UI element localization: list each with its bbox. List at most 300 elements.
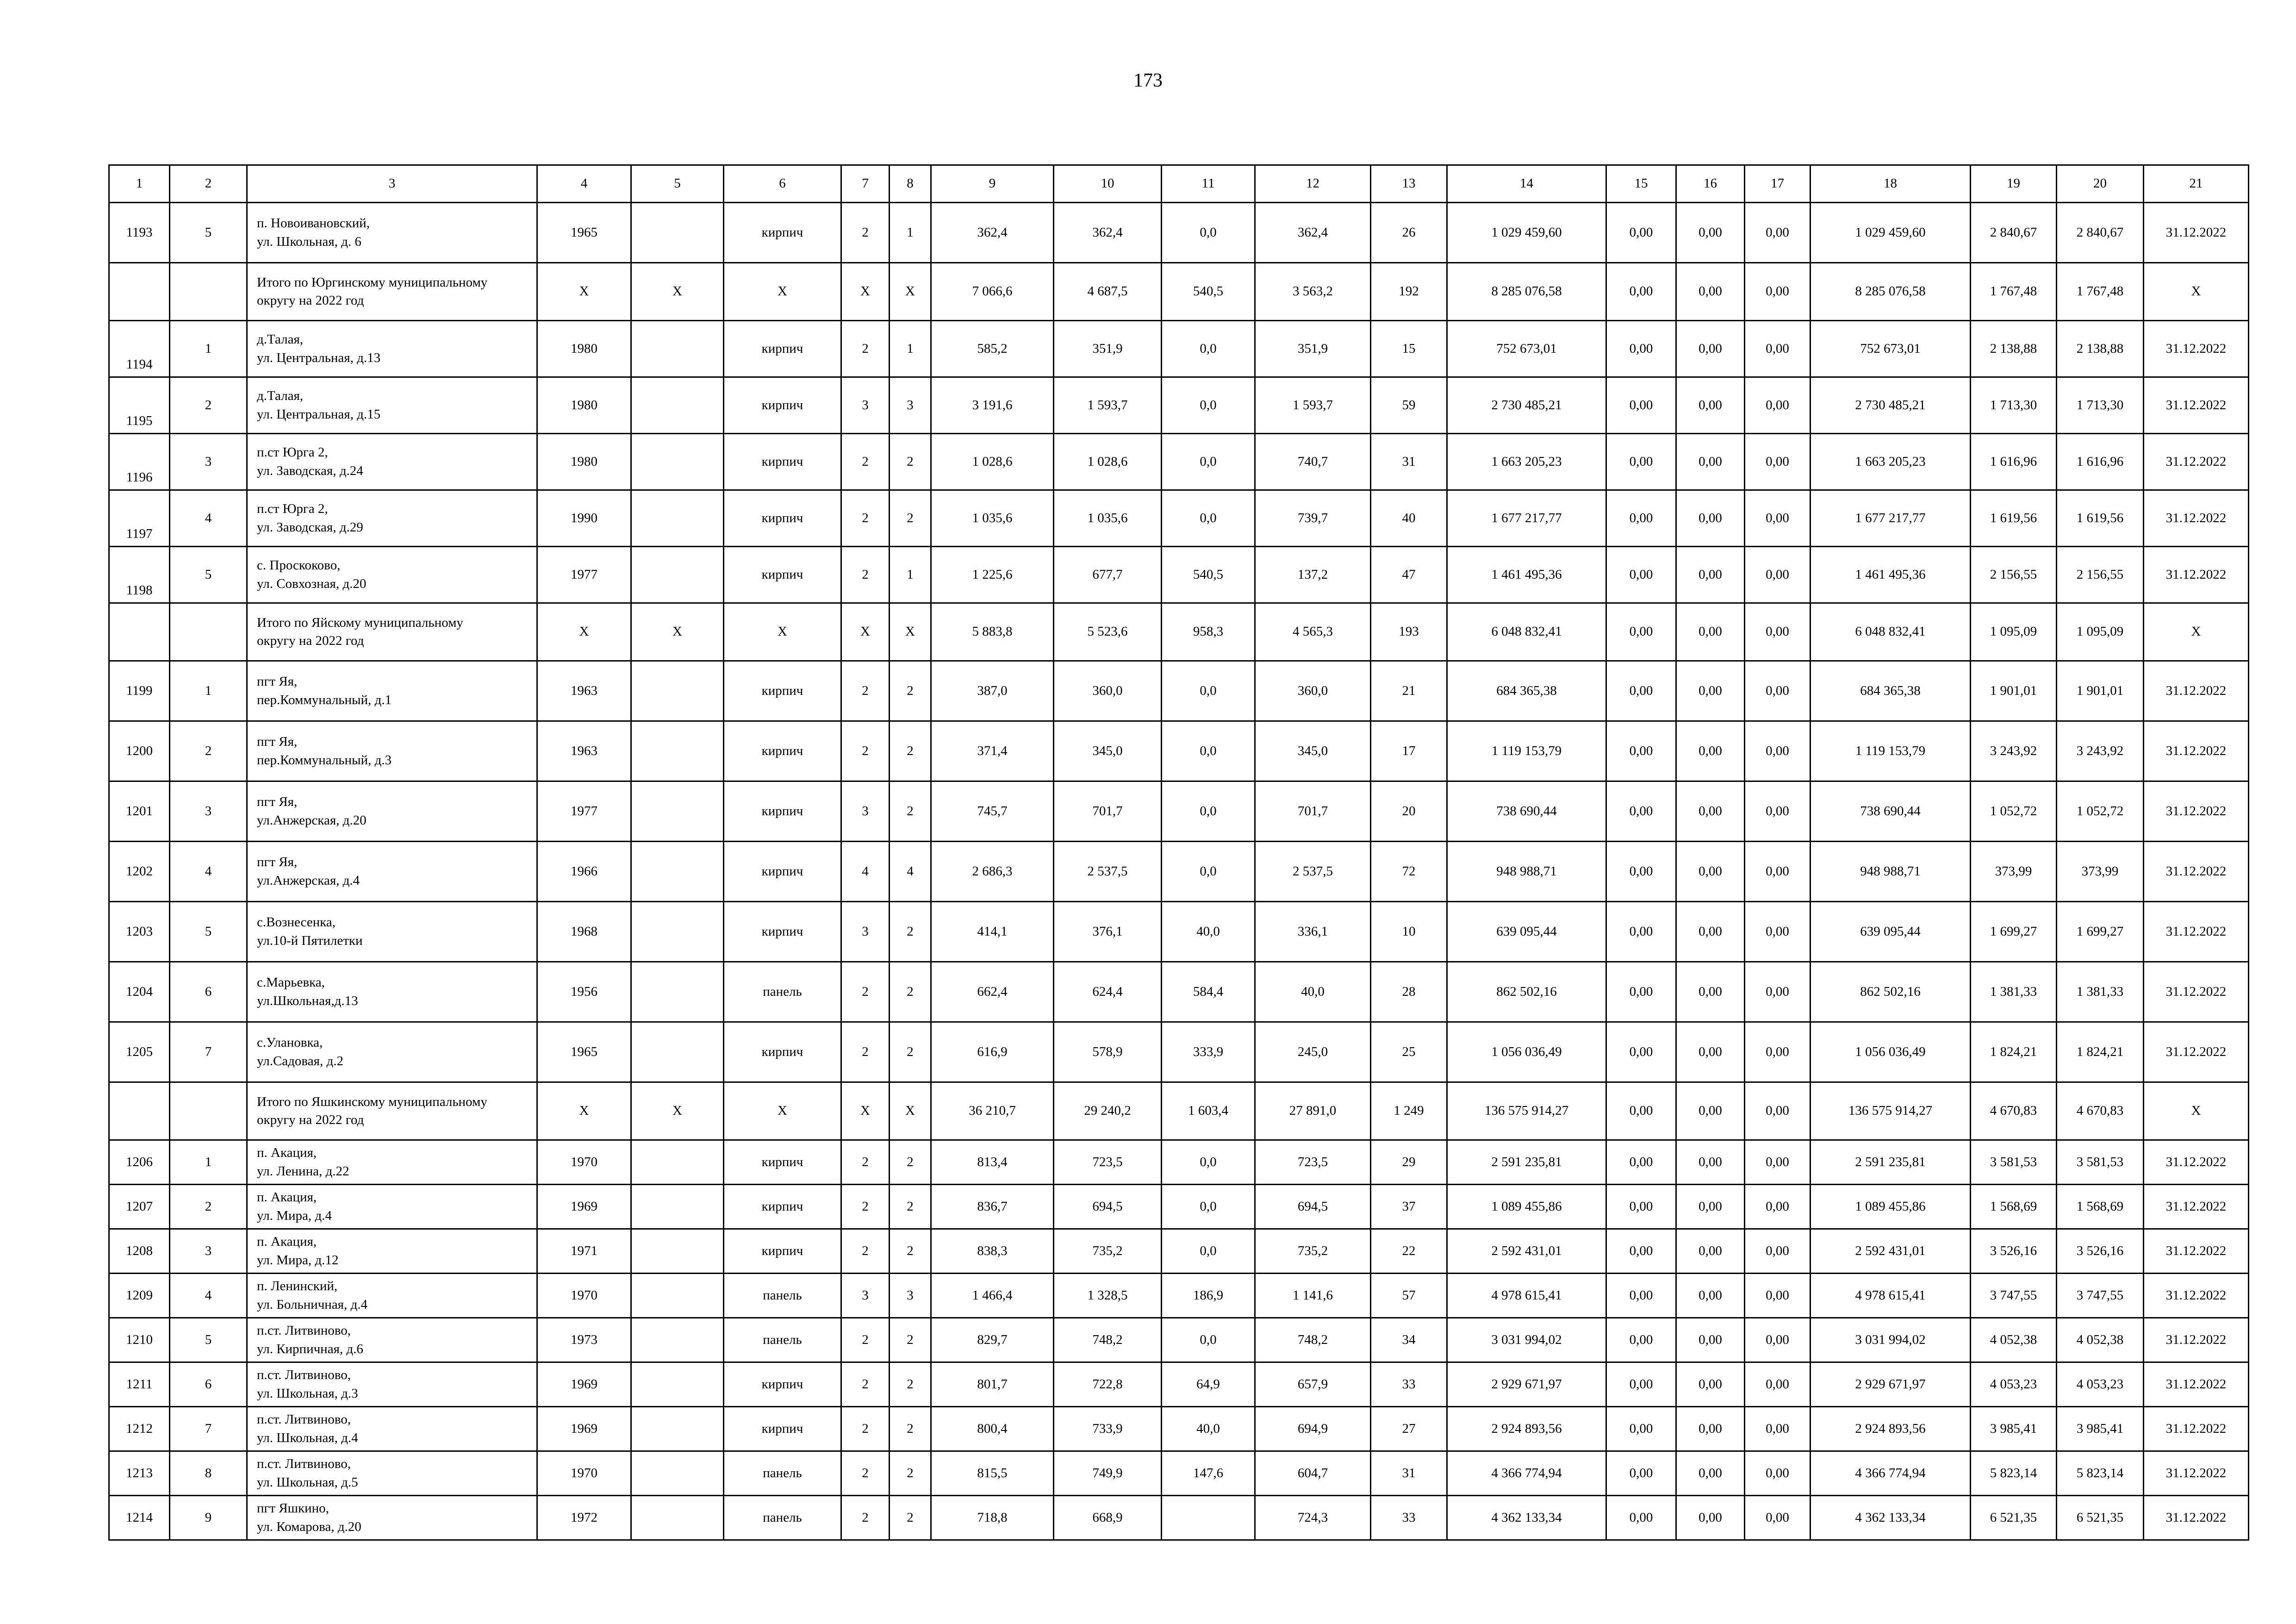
column-number: 7 bbox=[841, 165, 890, 203]
row-id-cell: 1207 bbox=[109, 1185, 170, 1229]
table-cell: 1 056 036,49 bbox=[1447, 1022, 1606, 1082]
table-cell: 351,9 bbox=[1255, 321, 1371, 377]
table-cell: 4 565,3 bbox=[1255, 603, 1371, 661]
table-cell: 668,9 bbox=[1054, 1496, 1162, 1540]
table-cell: 31.12.2022 bbox=[2144, 1274, 2249, 1318]
table-row bbox=[109, 1185, 2249, 1229]
table-cell: 25 bbox=[1371, 1022, 1447, 1082]
table-cell: 2 bbox=[841, 1451, 890, 1496]
table-cell: 371,4 bbox=[931, 721, 1054, 781]
table-cell: 836,7 bbox=[931, 1185, 1054, 1229]
table-cell: 0,00 bbox=[1606, 1140, 1676, 1185]
table-cell: 3 747,55 bbox=[1971, 1274, 2057, 1318]
table-cell: 6 048 832,41 bbox=[1811, 603, 1971, 661]
table-cell: 815,5 bbox=[931, 1451, 1054, 1496]
table-cell: 862 502,16 bbox=[1447, 962, 1606, 1022]
table-cell: 4 bbox=[170, 1274, 247, 1318]
column-number: 13 bbox=[1371, 165, 1447, 203]
table-cell: 4 bbox=[841, 842, 890, 902]
address-cell bbox=[247, 1318, 537, 1362]
table-cell: 723,5 bbox=[1054, 1140, 1162, 1185]
address-cell bbox=[247, 1362, 537, 1407]
row-id-cell bbox=[109, 263, 170, 321]
table-cell: 2 bbox=[890, 1362, 931, 1407]
table-cell: 540,5 bbox=[1162, 263, 1255, 321]
column-number: 12 bbox=[1255, 165, 1371, 203]
row-id-cell: 1210 bbox=[109, 1318, 170, 1362]
table-cell: 1 028,6 bbox=[1054, 434, 1162, 490]
table-cell: 147,6 bbox=[1162, 1451, 1255, 1496]
table-cell: 0,00 bbox=[1676, 203, 1745, 263]
table-cell: 748,2 bbox=[1255, 1318, 1371, 1362]
table-cell: 701,7 bbox=[1255, 781, 1371, 842]
table-cell: 9 bbox=[170, 1496, 247, 1540]
row-id-cell: 1200 bbox=[109, 721, 170, 781]
table-cell: 701,7 bbox=[1054, 781, 1162, 842]
row-id-cell: 1206 bbox=[109, 1140, 170, 1185]
table-cell: X bbox=[537, 603, 631, 661]
table-cell: 2 bbox=[841, 721, 890, 781]
table-cell: 3 526,16 bbox=[2057, 1229, 2144, 1274]
table-cell bbox=[631, 1185, 724, 1229]
table-cell: 28 bbox=[1371, 962, 1447, 1022]
address-cell bbox=[247, 1229, 537, 1274]
address-cell bbox=[247, 842, 537, 902]
table-cell: 21 bbox=[1371, 661, 1447, 721]
column-number: 10 bbox=[1054, 165, 1162, 203]
table-cell: 0,00 bbox=[1676, 1185, 1745, 1229]
table-cell: 752 673,01 bbox=[1811, 321, 1971, 377]
table-cell: 1 bbox=[170, 1140, 247, 1185]
table-cell: 1956 bbox=[537, 962, 631, 1022]
table-cell: 1 466,4 bbox=[931, 1274, 1054, 1318]
table-cell: 4 053,23 bbox=[1971, 1362, 2057, 1407]
table-cell: 1 568,69 bbox=[1971, 1185, 2057, 1229]
table-cell bbox=[631, 547, 724, 603]
table-cell: 0,0 bbox=[1162, 1140, 1255, 1185]
address-line: округу на 2022 год bbox=[257, 293, 364, 308]
table-row bbox=[109, 434, 2249, 490]
address-cell bbox=[247, 1451, 537, 1496]
table-cell: 4 362 133,34 bbox=[1447, 1496, 1606, 1540]
address-line: пгт Яя, bbox=[257, 794, 298, 810]
table-cell: 5 823,14 bbox=[2057, 1451, 2144, 1496]
table-cell: панель bbox=[724, 1496, 841, 1540]
row-id-cell: 1201 bbox=[109, 781, 170, 842]
table-cell: 748,2 bbox=[1054, 1318, 1162, 1362]
table-cell: 2 138,88 bbox=[2057, 321, 2144, 377]
table-cell: 0,00 bbox=[1676, 842, 1745, 902]
table-cell: 3 bbox=[841, 377, 890, 434]
table-cell: 414,1 bbox=[931, 902, 1054, 962]
table-cell: 5 bbox=[170, 203, 247, 263]
table-row bbox=[109, 1407, 2249, 1451]
address-line: ул. Центральная, д.15 bbox=[257, 406, 381, 422]
total-row bbox=[109, 1082, 2249, 1140]
address-cell bbox=[247, 721, 537, 781]
table-cell: 0,00 bbox=[1745, 1082, 1811, 1140]
table-cell: 0,00 bbox=[1606, 661, 1676, 721]
table-cell: 2 bbox=[890, 434, 931, 490]
table-cell: 5 bbox=[170, 1318, 247, 1362]
table-cell: 0,00 bbox=[1676, 781, 1745, 842]
table-cell: 1 619,56 bbox=[1971, 490, 2057, 547]
address-line: ул. Школьная, д. 6 bbox=[257, 234, 361, 249]
table-cell: 0,0 bbox=[1162, 377, 1255, 434]
address-line: ул. Заводская, д.24 bbox=[257, 463, 363, 478]
table-cell: 4 670,83 bbox=[2057, 1082, 2144, 1140]
table-cell: 0,0 bbox=[1162, 434, 1255, 490]
table-cell: 3 031 994,02 bbox=[1447, 1318, 1606, 1362]
table-cell: 351,9 bbox=[1054, 321, 1162, 377]
table-row bbox=[109, 721, 2249, 781]
table-cell: 3 bbox=[170, 781, 247, 842]
table-cell: 0,0 bbox=[1162, 661, 1255, 721]
row-id-cell: 1204 bbox=[109, 962, 170, 1022]
row-id-cell bbox=[109, 1082, 170, 1140]
table-cell: 0,0 bbox=[1162, 781, 1255, 842]
address-line: пгт Яя, bbox=[257, 674, 298, 689]
table-cell: 0,00 bbox=[1745, 1407, 1811, 1451]
table-cell: 1 461 495,36 bbox=[1447, 547, 1606, 603]
table-cell: 6 048 832,41 bbox=[1447, 603, 1606, 661]
table-cell: 29 bbox=[1371, 1140, 1447, 1185]
address-line: п. Акация, bbox=[257, 1234, 317, 1249]
table-cell: 186,9 bbox=[1162, 1274, 1255, 1318]
table-cell: 1 095,09 bbox=[1971, 603, 2057, 661]
table-cell: 2 bbox=[841, 1185, 890, 1229]
address-line: округу на 2022 год bbox=[257, 1112, 364, 1127]
table-cell: 6 bbox=[170, 1362, 247, 1407]
row-id-cell: 1212 bbox=[109, 1407, 170, 1451]
table-cell: 4 366 774,94 bbox=[1811, 1451, 1971, 1496]
table-cell: 360,0 bbox=[1255, 661, 1371, 721]
table-cell: 15 bbox=[1371, 321, 1447, 377]
table-cell: 10 bbox=[1371, 902, 1447, 962]
table-cell: X bbox=[724, 263, 841, 321]
table-body bbox=[109, 165, 2249, 1540]
address-line: п.ст. Литвиново, bbox=[257, 1323, 351, 1338]
table-cell: 958,3 bbox=[1162, 603, 1255, 661]
table-cell: 0,00 bbox=[1745, 1496, 1811, 1540]
table-cell: 0,00 bbox=[1745, 1140, 1811, 1185]
table-cell: 0,0 bbox=[1162, 842, 1255, 902]
address-line: ул. Больничная, д.4 bbox=[257, 1297, 368, 1312]
table-cell: 0,00 bbox=[1745, 1185, 1811, 1229]
table-cell: 29 240,2 bbox=[1054, 1082, 1162, 1140]
table-cell: 4 687,5 bbox=[1054, 263, 1162, 321]
table-cell: 1 663 205,23 bbox=[1447, 434, 1606, 490]
table-cell: 1 249 bbox=[1371, 1082, 1447, 1140]
table-cell: 1 603,4 bbox=[1162, 1082, 1255, 1140]
table-cell: кирпич bbox=[724, 377, 841, 434]
column-number: 11 bbox=[1162, 165, 1255, 203]
table-cell: 1 052,72 bbox=[2057, 781, 2144, 842]
table-cell: X bbox=[631, 1082, 724, 1140]
table-cell: 0,0 bbox=[1162, 721, 1255, 781]
table-cell: 0,00 bbox=[1676, 721, 1745, 781]
table-cell: 47 bbox=[1371, 547, 1447, 603]
address-line: п. Новоивановский, bbox=[257, 216, 370, 231]
table-cell: 1 089 455,86 bbox=[1811, 1185, 1971, 1229]
table-cell: 5 823,14 bbox=[1971, 1451, 2057, 1496]
table-cell: 37 bbox=[1371, 1185, 1447, 1229]
row-id-cell: 1213 bbox=[109, 1451, 170, 1496]
table-cell: 0,00 bbox=[1676, 1022, 1745, 1082]
table-cell: 1 619,56 bbox=[2057, 490, 2144, 547]
table-cell: 0,0 bbox=[1162, 203, 1255, 263]
table-cell: 376,1 bbox=[1054, 902, 1162, 962]
row-id-cell: 1203 bbox=[109, 902, 170, 962]
table-cell: 336,1 bbox=[1255, 902, 1371, 962]
table-cell: X bbox=[537, 263, 631, 321]
column-number: 5 bbox=[631, 165, 724, 203]
table-cell: 2 924 893,56 bbox=[1811, 1407, 1971, 1451]
table-cell: 0,00 bbox=[1606, 1362, 1676, 1407]
table-cell: 31.12.2022 bbox=[2144, 661, 2249, 721]
table-cell: 0,00 bbox=[1745, 377, 1811, 434]
table-cell: 57 bbox=[1371, 1274, 1447, 1318]
table-cell: 3 243,92 bbox=[1971, 721, 2057, 781]
table-cell: 31.12.2022 bbox=[2144, 1451, 2249, 1496]
table-cell: 2 bbox=[841, 1140, 890, 1185]
table-cell bbox=[631, 377, 724, 434]
table-cell: 684 365,38 bbox=[1447, 661, 1606, 721]
table-cell: 1980 bbox=[537, 321, 631, 377]
table-cell bbox=[631, 1022, 724, 1082]
table-cell bbox=[631, 1229, 724, 1274]
table-cell: 3 985,41 bbox=[2057, 1407, 2144, 1451]
table-cell: 1970 bbox=[537, 1451, 631, 1496]
table-cell: 2 bbox=[890, 1140, 931, 1185]
table-cell: 2 138,88 bbox=[1971, 321, 2057, 377]
table-cell: 2 bbox=[890, 1451, 931, 1496]
table-cell: 1968 bbox=[537, 902, 631, 962]
table-cell bbox=[631, 1318, 724, 1362]
table-cell: 2 bbox=[890, 962, 931, 1022]
address-cell bbox=[247, 1407, 537, 1451]
table-cell: кирпич bbox=[724, 490, 841, 547]
table-cell: 31.12.2022 bbox=[2144, 321, 2249, 377]
table-cell bbox=[631, 321, 724, 377]
address-cell bbox=[247, 603, 537, 661]
table-cell: 0,00 bbox=[1676, 547, 1745, 603]
table-cell: 5 bbox=[170, 547, 247, 603]
address-line: Итого по Яшкинскому муниципальному bbox=[257, 1094, 487, 1109]
table-cell: 6 bbox=[170, 962, 247, 1022]
table-cell: 64,9 bbox=[1162, 1362, 1255, 1407]
table-cell: 2 bbox=[890, 902, 931, 962]
table-cell: 0,00 bbox=[1676, 1274, 1745, 1318]
address-line: ул.Анжерская, д.20 bbox=[257, 812, 367, 828]
address-cell bbox=[247, 434, 537, 490]
table-cell: 0,00 bbox=[1676, 1140, 1745, 1185]
table-cell: 3 bbox=[841, 902, 890, 962]
table-cell: 2 bbox=[890, 661, 931, 721]
table-cell: 8 285 076,58 bbox=[1447, 263, 1606, 321]
table-cell: 2 bbox=[170, 377, 247, 434]
table-cell: 0,00 bbox=[1676, 1318, 1745, 1362]
address-line: ул.Школьная,д.13 bbox=[257, 993, 358, 1008]
table-cell: 2 156,55 bbox=[2057, 547, 2144, 603]
address-line: с.Улановка, bbox=[257, 1035, 323, 1050]
table-cell: 3 bbox=[841, 781, 890, 842]
table-cell: 2 592 431,01 bbox=[1811, 1229, 1971, 1274]
address-cell bbox=[247, 962, 537, 1022]
table-cell: 0,00 bbox=[1606, 721, 1676, 781]
table-cell: 733,9 bbox=[1054, 1407, 1162, 1451]
table-cell: 0,00 bbox=[1745, 902, 1811, 962]
table-cell: 0,00 bbox=[1745, 434, 1811, 490]
address-line: пер.Коммунальный, д.1 bbox=[257, 692, 392, 707]
table-cell: 1 bbox=[170, 321, 247, 377]
table-cell: X bbox=[890, 1082, 931, 1140]
total-row bbox=[109, 603, 2249, 661]
table-cell: 1 052,72 bbox=[1971, 781, 2057, 842]
table-cell: 2 bbox=[890, 1229, 931, 1274]
row-id-cell: 1214 bbox=[109, 1496, 170, 1540]
address-cell bbox=[247, 661, 537, 721]
table-cell: 1 901,01 bbox=[2057, 661, 2144, 721]
table-cell: 31.12.2022 bbox=[2144, 1318, 2249, 1362]
table-cell: 1969 bbox=[537, 1362, 631, 1407]
table-cell: 3 bbox=[841, 1274, 890, 1318]
table-cell: 362,4 bbox=[1255, 203, 1371, 263]
table-cell: кирпич bbox=[724, 781, 841, 842]
address-line: ул.Садовая, д.2 bbox=[257, 1053, 343, 1068]
table-cell: 7 bbox=[170, 1407, 247, 1451]
table-cell: 1 028,6 bbox=[931, 434, 1054, 490]
table-row bbox=[109, 1362, 2249, 1407]
table-cell: 735,2 bbox=[1255, 1229, 1371, 1274]
address-line: ул. Школьная, д.3 bbox=[257, 1386, 358, 1401]
table-cell: 0,00 bbox=[1606, 1185, 1676, 1229]
table-cell: 0,00 bbox=[1676, 1407, 1745, 1451]
table-cell: 2 591 235,81 bbox=[1447, 1140, 1606, 1185]
table-cell: 813,4 bbox=[931, 1140, 1054, 1185]
table-cell: 3 bbox=[890, 377, 931, 434]
table-cell: панель bbox=[724, 1318, 841, 1362]
table-cell: 0,00 bbox=[1745, 962, 1811, 1022]
table-cell: 738 690,44 bbox=[1811, 781, 1971, 842]
table-cell: 1 713,30 bbox=[1971, 377, 2057, 434]
table-row bbox=[109, 1022, 2249, 1082]
table-cell: 0,00 bbox=[1676, 1451, 1745, 1496]
table-cell: 34 bbox=[1371, 1318, 1447, 1362]
table-cell: 1969 bbox=[537, 1407, 631, 1451]
table-cell: 4 362 133,34 bbox=[1811, 1496, 1971, 1540]
table-cell: 1 901,01 bbox=[1971, 661, 2057, 721]
row-id-cell: 1211 bbox=[109, 1362, 170, 1407]
table-cell: 72 bbox=[1371, 842, 1447, 902]
table-cell: 1 035,6 bbox=[931, 490, 1054, 547]
table-cell: 540,5 bbox=[1162, 547, 1255, 603]
table-cell: 31.12.2022 bbox=[2144, 434, 2249, 490]
column-number-row bbox=[109, 165, 2249, 203]
table-cell: 1 593,7 bbox=[1255, 377, 1371, 434]
table-cell bbox=[631, 721, 724, 781]
table-cell: кирпич bbox=[724, 1407, 841, 1451]
row-id-cell: 1196 bbox=[109, 434, 170, 490]
table-cell: 31.12.2022 bbox=[2144, 1229, 2249, 1274]
row-id-cell: 1193 bbox=[109, 203, 170, 263]
address-cell bbox=[247, 1082, 537, 1140]
address-line: д.Талая, bbox=[257, 388, 304, 404]
address-cell bbox=[247, 321, 537, 377]
table-cell: кирпич bbox=[724, 1362, 841, 1407]
table-cell: 31.12.2022 bbox=[2144, 842, 2249, 902]
table-cell: 0,00 bbox=[1606, 1229, 1676, 1274]
table-cell: 4 978 615,41 bbox=[1811, 1274, 1971, 1318]
table-cell: 22 bbox=[1371, 1229, 1447, 1274]
address-line: ул. Комарова, д.20 bbox=[257, 1519, 361, 1534]
table-cell: 5 523,6 bbox=[1054, 603, 1162, 661]
table-cell: X bbox=[2144, 1082, 2249, 1140]
table-cell: 752 673,01 bbox=[1447, 321, 1606, 377]
table-cell: 17 bbox=[1371, 721, 1447, 781]
table-cell: 2 929 671,97 bbox=[1447, 1362, 1606, 1407]
table-cell bbox=[631, 962, 724, 1022]
table-cell: 4 bbox=[170, 842, 247, 902]
table-cell: кирпич bbox=[724, 321, 841, 377]
table-cell: 2 537,5 bbox=[1054, 842, 1162, 902]
table-cell: 1970 bbox=[537, 1140, 631, 1185]
table-cell bbox=[631, 1496, 724, 1540]
table-cell: 40,0 bbox=[1162, 902, 1255, 962]
table-cell: 4 978 615,41 bbox=[1447, 1274, 1606, 1318]
table-cell bbox=[631, 1140, 724, 1185]
table-cell: 0,00 bbox=[1676, 962, 1745, 1022]
table-cell: 1980 bbox=[537, 434, 631, 490]
table-cell: 1 568,69 bbox=[2057, 1185, 2144, 1229]
table-row bbox=[109, 321, 2249, 377]
table-cell: 2 592 431,01 bbox=[1447, 1229, 1606, 1274]
table-cell: кирпич bbox=[724, 842, 841, 902]
address-line: с.Вознесенка, bbox=[257, 915, 336, 930]
table-cell: 333,9 bbox=[1162, 1022, 1255, 1082]
table-row bbox=[109, 902, 2249, 962]
table-cell: 6 521,35 bbox=[1971, 1496, 2057, 1540]
table-cell: 1 677 217,77 bbox=[1447, 490, 1606, 547]
address-cell bbox=[247, 1274, 537, 1318]
table-cell: 1973 bbox=[537, 1318, 631, 1362]
address-cell bbox=[247, 1140, 537, 1185]
table-cell: 0,00 bbox=[1745, 842, 1811, 902]
table-cell: 1 461 495,36 bbox=[1811, 547, 1971, 603]
table-cell: 948 988,71 bbox=[1447, 842, 1606, 902]
table-cell: 136 575 914,27 bbox=[1447, 1082, 1606, 1140]
table-cell: 3 985,41 bbox=[1971, 1407, 2057, 1451]
table-cell: 801,7 bbox=[931, 1362, 1054, 1407]
table-cell: 3 581,53 bbox=[1971, 1140, 2057, 1185]
table-cell bbox=[631, 661, 724, 721]
table-cell: 0,00 bbox=[1745, 603, 1811, 661]
table-cell: 1965 bbox=[537, 1022, 631, 1082]
address-line: д.Талая, bbox=[257, 332, 304, 347]
column-number: 21 bbox=[2144, 165, 2249, 203]
address-cell bbox=[247, 781, 537, 842]
table-cell: 3 581,53 bbox=[2057, 1140, 2144, 1185]
table-cell: 245,0 bbox=[1255, 1022, 1371, 1082]
table-cell: 0,0 bbox=[1162, 1229, 1255, 1274]
table-cell: панель bbox=[724, 1451, 841, 1496]
address-line: ул. Мира, д.4 bbox=[257, 1208, 332, 1223]
table-cell: 0,00 bbox=[1676, 603, 1745, 661]
address-line: Итого по Юргинскому муниципальному bbox=[257, 275, 488, 290]
table-cell: 1 bbox=[890, 321, 931, 377]
table-cell: 0,00 bbox=[1676, 1362, 1745, 1407]
table-cell: панель bbox=[724, 962, 841, 1022]
